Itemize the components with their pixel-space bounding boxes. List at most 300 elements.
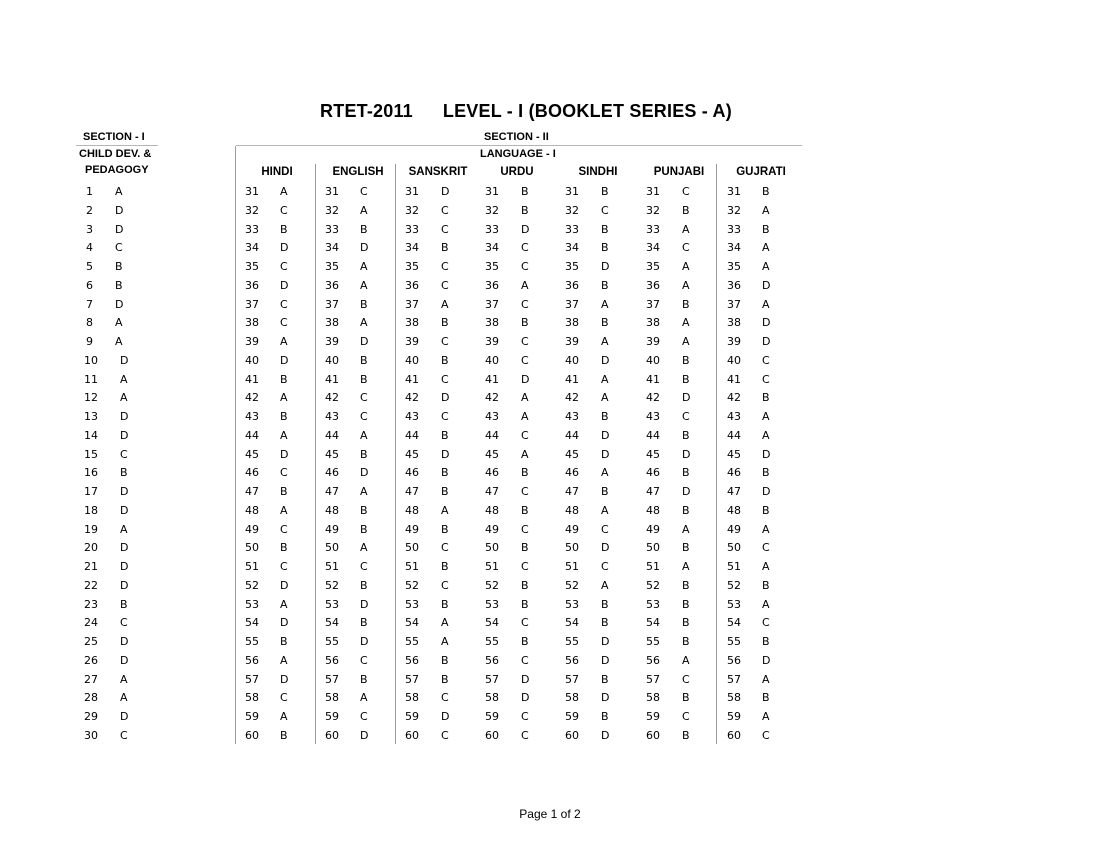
question-number: 43	[727, 410, 741, 423]
answer-key: A	[601, 297, 609, 311]
question-number: 38	[646, 316, 660, 330]
section2-subheading: LANGUAGE - I	[480, 148, 556, 160]
question-number: 51	[565, 560, 579, 573]
question-number: 31	[485, 185, 499, 198]
question-number: 35	[245, 260, 259, 273]
answer-key: C	[280, 691, 288, 705]
answer-key: A	[360, 691, 368, 705]
question-number: 45	[646, 447, 660, 461]
answer-key: D	[280, 447, 289, 461]
question-number: 47	[727, 485, 741, 498]
answer-key: B	[601, 222, 609, 236]
answer-key: B	[521, 541, 529, 555]
answer-key: B	[762, 391, 770, 405]
answer-key: B	[762, 635, 770, 648]
answer-key: D	[762, 653, 771, 667]
question-number: 49	[565, 522, 579, 536]
question-number: 58	[727, 691, 741, 705]
answer-key: B	[521, 185, 529, 198]
answer-key: B	[360, 503, 368, 517]
question-number: 44	[727, 428, 741, 442]
answer-key: A	[601, 391, 609, 405]
question-number: 46	[325, 466, 339, 480]
answer-key: C	[441, 372, 449, 386]
question-number: 50	[325, 541, 339, 555]
answer-key: B	[120, 597, 128, 611]
answer-key: B	[601, 316, 609, 330]
question-number: 34	[565, 241, 579, 255]
question-number: 50	[405, 541, 419, 555]
language-header: GUJRATI	[736, 166, 786, 178]
question-number: 40	[485, 353, 499, 367]
answer-key: B	[682, 616, 690, 630]
section1-underline	[76, 145, 158, 146]
question-number: 45	[565, 447, 579, 461]
question-number: 32	[245, 203, 259, 217]
question-number: 8	[86, 316, 93, 330]
answer-key: C	[280, 522, 288, 536]
answer-key: C	[601, 560, 609, 573]
question-number: 4	[86, 241, 93, 255]
question-number: 49	[405, 522, 419, 536]
answer-key: B	[682, 503, 690, 517]
question-number: 54	[405, 616, 419, 630]
answer-key: B	[441, 466, 449, 480]
answer-key: C	[441, 578, 449, 592]
answer-key: A	[682, 335, 690, 348]
answer-key: C	[601, 522, 609, 536]
question-number: 55	[405, 635, 419, 648]
question-number: 12	[84, 391, 98, 405]
question-number: 60	[405, 728, 419, 742]
question-number: 1	[86, 185, 93, 198]
question-number: 45	[727, 447, 741, 461]
answer-key: D	[682, 447, 691, 461]
answer-key: B	[280, 372, 288, 386]
answer-key: B	[360, 447, 368, 461]
answer-key: B	[682, 728, 690, 742]
answer-key: B	[682, 466, 690, 480]
answer-key: A	[120, 691, 128, 705]
answer-key: A	[441, 635, 449, 648]
question-number: 57	[727, 672, 741, 686]
answer-key: D	[360, 335, 369, 348]
answer-key: A	[120, 672, 128, 686]
answer-key: A	[280, 653, 288, 667]
question-number: 59	[727, 710, 741, 723]
question-number: 38	[485, 316, 499, 330]
question-number: 6	[86, 278, 93, 292]
question-number: 33	[405, 222, 419, 236]
question-number: 52	[405, 578, 419, 592]
question-number: 50	[485, 541, 499, 555]
answer-key: A	[360, 260, 368, 273]
question-number: 33	[727, 222, 741, 236]
level-series: LEVEL - I (BOOKLET SERIES - A)	[442, 101, 732, 121]
answer-key: B	[682, 597, 690, 611]
question-number: 31	[565, 185, 579, 198]
question-number: 48	[245, 503, 259, 517]
question-number: 41	[485, 372, 499, 386]
answer-key: B	[360, 222, 368, 236]
question-number: 33	[245, 222, 259, 236]
answer-key: A	[682, 522, 690, 536]
answer-key: B	[441, 522, 449, 536]
answer-key: A	[115, 316, 123, 330]
answer-key: C	[682, 185, 690, 198]
question-number: 35	[405, 260, 419, 273]
answer-key: D	[120, 635, 129, 648]
question-number: 36	[485, 278, 499, 292]
question-number: 52	[485, 578, 499, 592]
question-number: 51	[727, 560, 741, 573]
answer-key: B	[682, 372, 690, 386]
answer-key: B	[441, 672, 449, 686]
answer-key: B	[280, 485, 288, 498]
question-number: 59	[646, 710, 660, 723]
question-number: 56	[565, 653, 579, 667]
answer-key: B	[360, 372, 368, 386]
answer-key: C	[521, 522, 529, 536]
question-number: 43	[245, 410, 259, 423]
divider	[395, 164, 396, 744]
answer-key: A	[360, 428, 368, 442]
question-number: 54	[646, 616, 660, 630]
answer-key: B	[521, 597, 529, 611]
question-number: 15	[84, 447, 98, 461]
answer-key: C	[360, 710, 368, 723]
answer-key: A	[120, 372, 128, 386]
answer-key: D	[762, 278, 771, 292]
question-number: 58	[245, 691, 259, 705]
question-number: 44	[485, 428, 499, 442]
answer-key: B	[521, 578, 529, 592]
answer-key: D	[601, 728, 610, 742]
question-number: 33	[646, 222, 660, 236]
answer-key: C	[360, 410, 368, 423]
question-number: 46	[727, 466, 741, 480]
question-number: 34	[727, 241, 741, 255]
question-number: 45	[245, 447, 259, 461]
question-number: 39	[485, 335, 499, 348]
question-number: 37	[485, 297, 499, 311]
answer-key: A	[601, 466, 609, 480]
question-number: 43	[646, 410, 660, 423]
question-number: 44	[405, 428, 419, 442]
answer-key: D	[280, 353, 289, 367]
answer-key: C	[441, 335, 449, 348]
answer-key: B	[360, 616, 368, 630]
divider	[716, 164, 717, 744]
answer-key: B	[441, 597, 449, 611]
answer-key: A	[762, 710, 770, 723]
answer-key: A	[601, 335, 609, 348]
answer-key: C	[120, 728, 128, 742]
question-number: 40	[325, 353, 339, 367]
question-number: 32	[727, 203, 741, 217]
question-number: 41	[727, 372, 741, 386]
answer-key: B	[682, 691, 690, 705]
question-number: 50	[646, 541, 660, 555]
divider	[235, 146, 236, 744]
answer-key: C	[521, 560, 529, 573]
answer-key: A	[115, 335, 123, 348]
question-number: 58	[325, 691, 339, 705]
question-number: 55	[485, 635, 499, 648]
question-number: 56	[405, 653, 419, 667]
answer-key: B	[601, 185, 609, 198]
question-number: 3	[86, 222, 93, 236]
question-number: 37	[325, 297, 339, 311]
answer-key: B	[360, 297, 368, 311]
answer-key: A	[280, 185, 288, 198]
question-number: 54	[245, 616, 259, 630]
question-number: 47	[245, 485, 259, 498]
answer-key: D	[762, 485, 771, 498]
question-number: 57	[405, 672, 419, 686]
question-number: 48	[325, 503, 339, 517]
question-number: 57	[565, 672, 579, 686]
answer-key: C	[360, 560, 368, 573]
question-number: 36	[245, 278, 259, 292]
answer-key: C	[360, 653, 368, 667]
answer-key: C	[521, 728, 529, 742]
answer-key: C	[441, 222, 449, 236]
answer-key: D	[762, 316, 771, 330]
section1-heading: SECTION - I	[83, 131, 145, 143]
question-number: 54	[727, 616, 741, 630]
question-number: 41	[325, 372, 339, 386]
question-number: 42	[405, 391, 419, 405]
question-number: 43	[485, 410, 499, 423]
answer-key: B	[441, 241, 449, 255]
question-number: 9	[86, 335, 93, 348]
answer-key: C	[521, 241, 529, 255]
answer-key: A	[601, 578, 609, 592]
question-number: 31	[325, 185, 339, 198]
answer-key: B	[601, 410, 609, 423]
answer-key: A	[762, 297, 770, 311]
answer-key: B	[115, 260, 123, 273]
answer-key: A	[521, 410, 529, 423]
answer-key: D	[120, 578, 129, 592]
answer-key: A	[280, 710, 288, 723]
question-number: 59	[245, 710, 259, 723]
answer-key: B	[280, 222, 288, 236]
answer-key: C	[521, 710, 529, 723]
answer-key: A	[441, 503, 449, 517]
answer-key: B	[762, 222, 770, 236]
question-number: 57	[485, 672, 499, 686]
question-number: 40	[245, 353, 259, 367]
question-number: 38	[727, 316, 741, 330]
question-number: 52	[727, 578, 741, 592]
question-number: 51	[245, 560, 259, 573]
question-number: 32	[485, 203, 499, 217]
question-number: 53	[245, 597, 259, 611]
question-number: 36	[727, 278, 741, 292]
answer-key: B	[601, 616, 609, 630]
question-number: 55	[727, 635, 741, 648]
question-number: 41	[245, 372, 259, 386]
divider	[315, 164, 316, 744]
answer-key: B	[441, 316, 449, 330]
answer-key: C	[441, 541, 449, 555]
answer-key: D	[441, 391, 450, 405]
question-number: 60	[565, 728, 579, 742]
answer-key: A	[682, 316, 690, 330]
answer-key: C	[682, 241, 690, 255]
answer-key: B	[601, 278, 609, 292]
question-number: 49	[245, 522, 259, 536]
question-number: 57	[245, 672, 259, 686]
question-number: 46	[405, 466, 419, 480]
answer-key: A	[360, 541, 368, 555]
question-number: 45	[485, 447, 499, 461]
question-number: 34	[646, 241, 660, 255]
question-number: 43	[565, 410, 579, 423]
answer-key: B	[521, 466, 529, 480]
language-header: ENGLISH	[332, 166, 384, 178]
question-number: 27	[84, 672, 98, 686]
answer-key: C	[601, 203, 609, 217]
question-number: 42	[646, 391, 660, 405]
answer-key: B	[682, 635, 690, 648]
question-number: 32	[646, 203, 660, 217]
answer-key: C	[280, 466, 288, 480]
question-number: 36	[405, 278, 419, 292]
question-number: 31	[727, 185, 741, 198]
question-number: 33	[565, 222, 579, 236]
answer-key: C	[280, 560, 288, 573]
answer-key: D	[120, 710, 129, 723]
question-number: 37	[727, 297, 741, 311]
question-number: 54	[565, 616, 579, 630]
question-number: 26	[84, 653, 98, 667]
answer-key: D	[120, 353, 129, 367]
question-number: 47	[325, 485, 339, 498]
question-number: 44	[646, 428, 660, 442]
question-number: 20	[84, 541, 98, 555]
answer-key: D	[601, 353, 610, 367]
answer-key: C	[115, 241, 123, 255]
question-number: 38	[405, 316, 419, 330]
answer-key: D	[601, 635, 610, 648]
answer-key: D	[360, 728, 369, 742]
answer-key: D	[601, 691, 610, 705]
question-number: 31	[405, 185, 419, 198]
answer-key: B	[360, 672, 368, 686]
answer-key: C	[441, 728, 449, 742]
question-number: 57	[646, 672, 660, 686]
question-number: 50	[565, 541, 579, 555]
answer-key: A	[115, 185, 123, 198]
question-number: 35	[565, 260, 579, 273]
question-number: 59	[565, 710, 579, 723]
question-number: 47	[565, 485, 579, 498]
answer-key: D	[360, 635, 369, 648]
answer-key: D	[521, 222, 530, 236]
answer-key: D	[601, 260, 610, 273]
question-number: 45	[325, 447, 339, 461]
answer-key: B	[521, 635, 529, 648]
answer-key: B	[521, 316, 529, 330]
answer-key: C	[441, 278, 449, 292]
question-number: 39	[405, 335, 419, 348]
answer-key: B	[601, 710, 609, 723]
question-number: 48	[646, 503, 660, 517]
answer-key: C	[682, 672, 690, 686]
answer-key: C	[441, 410, 449, 423]
answer-key: D	[120, 541, 129, 555]
answer-key: C	[280, 297, 288, 311]
answer-key: B	[521, 503, 529, 517]
answer-key: D	[115, 297, 124, 311]
question-number: 41	[646, 372, 660, 386]
question-number: 24	[84, 616, 98, 630]
answer-key: C	[521, 260, 529, 273]
question-number: 32	[565, 203, 579, 217]
question-number: 56	[485, 653, 499, 667]
language-header: SANSKRIT	[408, 166, 468, 178]
answer-key: B	[601, 597, 609, 611]
question-number: 53	[325, 597, 339, 611]
question-number: 58	[646, 691, 660, 705]
answer-key: A	[762, 522, 770, 536]
answer-key: D	[115, 222, 124, 236]
question-number: 56	[325, 653, 339, 667]
answer-key: A	[762, 428, 770, 442]
answer-key: D	[762, 447, 771, 461]
answer-key: D	[280, 578, 289, 592]
answer-key: D	[441, 710, 450, 723]
answer-key: C	[521, 335, 529, 348]
answer-key: D	[115, 203, 124, 217]
answer-key: B	[280, 410, 288, 423]
answer-key: D	[360, 466, 369, 480]
question-number: 56	[646, 653, 660, 667]
question-number: 39	[325, 335, 339, 348]
question-number: 45	[405, 447, 419, 461]
question-number: 2	[86, 203, 93, 217]
answer-key: D	[120, 560, 129, 573]
answer-key: B	[115, 278, 123, 292]
question-number: 40	[405, 353, 419, 367]
question-number: 50	[727, 541, 741, 555]
answer-key: C	[762, 541, 770, 555]
question-number: 48	[405, 503, 419, 517]
question-number: 40	[646, 353, 660, 367]
question-number: 11	[84, 372, 98, 386]
question-number: 51	[646, 560, 660, 573]
question-number: 39	[565, 335, 579, 348]
answer-key: A	[280, 503, 288, 517]
question-number: 39	[245, 335, 259, 348]
question-number: 25	[84, 635, 98, 648]
question-number: 54	[325, 616, 339, 630]
question-number: 48	[727, 503, 741, 517]
answer-key: C	[762, 372, 770, 386]
question-number: 36	[565, 278, 579, 292]
section1-subject-line2: PEDAGOGY	[85, 164, 149, 176]
question-number: 42	[485, 391, 499, 405]
answer-key: D	[280, 278, 289, 292]
answer-key: A	[601, 372, 609, 386]
question-number: 55	[325, 635, 339, 648]
answer-key: C	[120, 616, 128, 630]
answer-key: B	[280, 541, 288, 555]
question-number: 52	[646, 578, 660, 592]
